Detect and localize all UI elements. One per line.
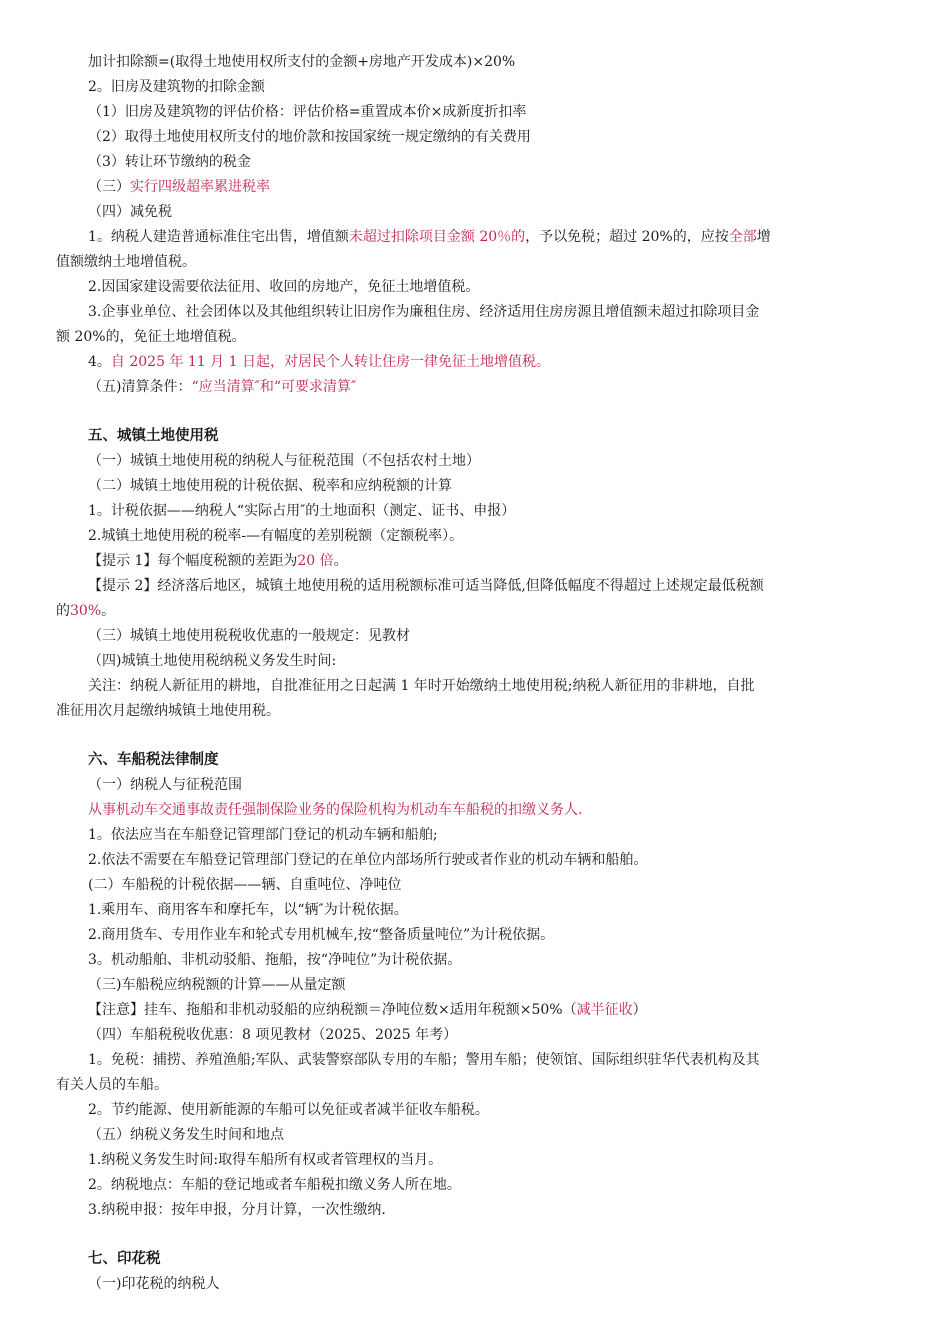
text-segment: 增 <box>756 229 771 245</box>
text-line: 【提示 2】经济落后地区，城镇土地使用税的适用税额标准可适当降低,但降低幅度不得超过上述规定最低税额 <box>88 578 764 594</box>
text-segment: 【提示 1】每个幅度税额的差距为 <box>88 553 298 569</box>
highlight-text: 全部 <box>728 229 757 245</box>
highlight-text: 从事机动车交通事故责任强制保险业务的保险机构为机动车车船税的扣缴义务人. <box>88 802 583 818</box>
highlight-text: 20 倍 <box>297 553 334 569</box>
highlight-text: 30% <box>70 603 102 619</box>
text-line: （四）车船税税收优惠：8 项见教材（2025、2025 年考） <box>88 1027 458 1043</box>
text-line: 3.企事业单位、社会团体以及其他组织转让旧房作为廉租住房、经济适用住房房源且增值额未超过扣除项目金 <box>88 304 760 320</box>
highlight-text: 实行四级超率累进税率 <box>130 179 270 195</box>
text-line: （二）城镇土地使用税的计税依据、税率和应纳税额的计算 <box>88 478 452 494</box>
highlight-text: 未超过扣除项目金额 20％的 <box>348 229 526 245</box>
text-line: 2。旧房及建筑物的扣除金额 <box>88 79 265 95</box>
text-line: （2）取得土地使用权所支付的地价款和按国家统一规定缴纳的有关费用 <box>88 129 531 145</box>
section-heading: 七、印花税 <box>88 1251 161 1267</box>
text-line <box>88 377 356 397</box>
text-line: 2.依法不需要在车船登记管理部门登记的在单位内部场所行驶或者作业的机动车辆和船舶。 <box>88 852 648 868</box>
text-line: 值额缴纳土地增值税。 <box>56 254 196 270</box>
section-heading: 六、车船税法律制度 <box>88 752 219 768</box>
text-segment: ） <box>632 1002 647 1018</box>
text-line: （一)印花税的纳税人 <box>88 1276 220 1292</box>
text-line: 关注：纳税人新征用的耕地，自批准征用之日起满 1 年时开始缴纳土地使用税;纳税人新征用的非耕地，自批 <box>88 678 755 694</box>
text-line <box>88 227 771 247</box>
text-line: 3。机动船舶、非机动驳船、拖船，按“净吨位”为计税依据。 <box>88 952 462 968</box>
text-line: 1。免税：捕捞、养殖渔船;军队、武装警察部队专用的车船；警用车船；使领馆、国际组织驻华代表机构及其 <box>88 1052 760 1068</box>
text-line: 有关人员的车船。 <box>56 1077 168 1093</box>
text-segment: 4。 <box>88 354 111 370</box>
section-marker: （三） <box>88 179 130 195</box>
text-line: （四)城镇土地使用税纳税义务发生时间: <box>88 653 337 669</box>
text-line: （五）纳税义务发生时间和地点 <box>88 1127 284 1143</box>
text-line: 2。纳税地点：车船的登记地或者车船税扣缴义务人所在地。 <box>88 1177 461 1193</box>
highlight-text: 自 2025 年 11 月 1 日起，对居民个人转让住房一律免征土地增值税。 <box>110 354 550 370</box>
text-line <box>56 601 115 621</box>
highlight-text: 减半征收 <box>576 1002 633 1018</box>
text-segment: 。 <box>101 603 116 619</box>
section-heading: 五、城镇土地使用税 <box>88 428 219 444</box>
text-line <box>88 177 270 197</box>
text-segment: 1。纳税人建造普通标准住宅出售，增值额 <box>88 229 349 245</box>
text-segment: 。 <box>333 553 348 569</box>
highlight-text: “应当清算″和“可要求清算″ <box>191 379 357 395</box>
text-line: (二）车船税的计税依据——辆、自重吨位、净吨位 <box>88 877 402 893</box>
text-line: 2.商用货车、专用作业车和轮式专用机械车,按“整备质量吨位”为计税依据。 <box>88 927 555 943</box>
text-line: 准征用次月起缴纳城镇土地使用税。 <box>56 703 280 719</box>
text-line: 3.纳税申报：按年申报，分月计算，一次性缴纳. <box>88 1202 386 1218</box>
text-line: （一）纳税人与征税范围 <box>88 777 242 793</box>
text-segment: 的 <box>56 603 70 619</box>
text-line: 2.因国家建设需要依法征用、收回的房地产，免征土地增值税。 <box>88 279 480 295</box>
text-line <box>88 352 550 372</box>
text-line: 加计扣除额=(取得土地使用权所支付的金额+房地产开发成本)×20% <box>88 54 516 70</box>
text-line: （三)车船税应纳税额的计算——从量定额 <box>88 977 346 993</box>
text-line: （三）城镇土地使用税税收优惠的一般规定：见教材 <box>88 628 410 644</box>
text-line: 1。依法应当在车船登记管理部门登记的机动车辆和船舶; <box>88 827 438 843</box>
text-line: 1。计税依据——纳税人“实际占用″的土地面积（测定、证书、申报） <box>88 503 516 519</box>
text-line: （四）减免税 <box>88 204 172 220</box>
text-line: 2。节约能源、使用新能源的车船可以免征或者减半征收车船税。 <box>88 1102 489 1118</box>
text-segment: ，予以免税；超过 20%的，应按 <box>525 229 729 245</box>
text-segment: 【注意】挂车、拖船和非机动驳船的应纳税额＝净吨位数×适用年税额×50%（ <box>88 1002 577 1018</box>
text-line <box>88 551 348 571</box>
text-line: 2.城镇土地使用税的税率-—有幅度的差别税额（定额税率）。 <box>88 528 464 544</box>
text-line: （一）城镇土地使用税的纳税人与征税范围（不包括农村土地） <box>88 453 480 469</box>
text-line: （3）转让环节缴纳的税金 <box>88 154 251 170</box>
text-line <box>88 1000 647 1020</box>
text-line: 额 20%的，免征土地增值税。 <box>56 329 246 345</box>
text-line: 1.纳税义务发生时间:取得车船所有权或者管理权的当月。 <box>88 1152 443 1168</box>
text-line: （1）旧房及建筑物的评估价格：评估价格=重置成本价×成新度折扣率 <box>88 104 527 120</box>
text-line: 1.乘用车、商用客车和摩托车，以“辆″为计税依据。 <box>88 902 408 918</box>
text-segment: （五)清算条件： <box>88 379 192 395</box>
